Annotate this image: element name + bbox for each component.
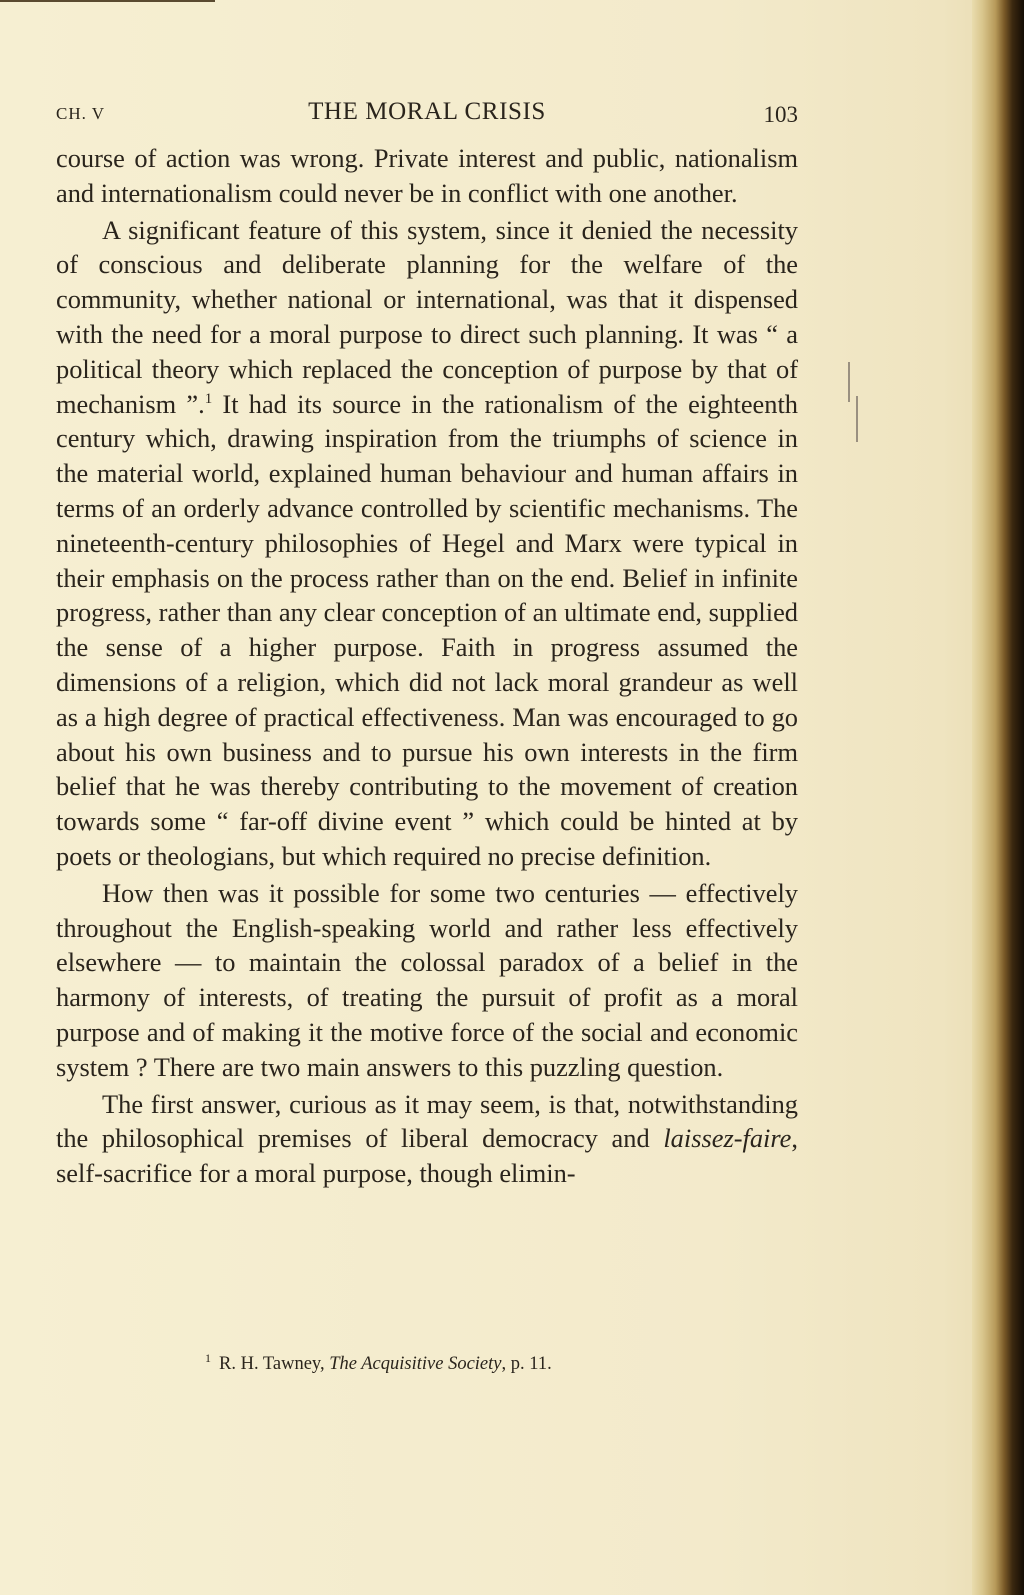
paragraph-text: , self-sacrifice for a moral purpose, though elimin- bbox=[56, 1123, 798, 1189]
paragraph-text: A significant feature of this system, since it denied the necessity of conscious and deliberate planning for the welfare of the community, whether national or international, was that it dispensed with the need for a moral purpose to direct such planning. It was “ a political theory which replaced the conception of purpose by that of mechanism ”. bbox=[56, 214, 798, 419]
paragraph-text: course of action was wrong. Private interest and public, nationalism and internationalism could never be in conflict with one another. bbox=[56, 143, 798, 208]
paragraph-text: The first answer, curious as it may seem, is that, notwithstanding the philosophical premises of liberal democracy and bbox=[56, 1088, 798, 1154]
chapter-label: CH. V bbox=[56, 104, 106, 123]
paragraph bbox=[56, 876, 798, 1085]
footnote-page-ref: , p. 11. bbox=[501, 1354, 552, 1374]
running-head bbox=[56, 98, 798, 132]
page-number: 103 bbox=[763, 102, 798, 127]
footnote-work-title: The Acquisitive Society bbox=[329, 1354, 502, 1374]
footnote-author: R. H. Tawney, bbox=[219, 1354, 330, 1374]
running-title: THE MORAL CRISIS bbox=[308, 98, 546, 125]
footnote bbox=[205, 1352, 805, 1376]
top-rule bbox=[0, 0, 215, 2]
italic-text: laissez-faire bbox=[663, 1123, 792, 1154]
paragraph bbox=[56, 1087, 798, 1191]
paragraph-text: It had its source in the rationalism of the eighteenth century which, drawing inspiration from the triumphs of science in the material world, explained human behaviour and human affairs in terms of an orderly advance controlled by scientific mechanisms. The nineteenth-century philosophies of Hegel and Marx were typical in their emphasis on the process rather than on the end. Belief in infinite progress, rather than any clear conception of an ultimate end, supplied the sense of a higher purpose. Faith in progress assumed the dimensions of a religion, which did not lack moral grandeur as well as a high degree of practical effectiveness. Man was encouraged to go about his own business and to pursue his own interests in the firm belief that he was thereby contributing to the movement of creation towards some “ far-off divine event ” which could be hinted at by poets or theologians, but which required no precise definition. bbox=[56, 388, 798, 871]
paragraph bbox=[56, 213, 798, 874]
margin-pencil-mark bbox=[848, 362, 850, 402]
book-spine-shadow bbox=[972, 0, 1024, 1595]
paragraph-text: How then was it possible for some two centuries — effectively throughout the English-speaking world and rather less effectively elsewhere — to maintain the colossal paradox of a belief in the harmony of interests, of treating the pursuit of profit as a moral purpose and of making it the motive force of the social and economic system ? There are two main answers to this puzzling question. bbox=[56, 877, 798, 1082]
paragraph bbox=[56, 141, 798, 211]
footnote-reference: 1 bbox=[204, 390, 213, 407]
footnote-marker: 1 bbox=[205, 1350, 211, 1365]
body-text bbox=[56, 141, 798, 1191]
margin-pencil-mark bbox=[856, 396, 858, 442]
